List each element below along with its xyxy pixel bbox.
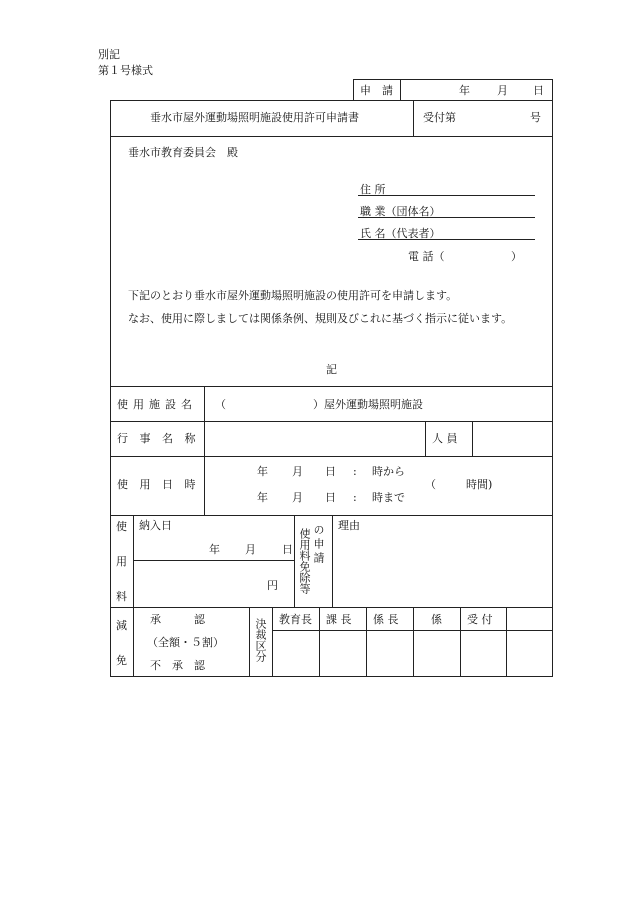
application-year: 年 [459, 84, 470, 97]
exemption-label-2: の申請 [312, 524, 325, 566]
reject-label: 不 承 認 [150, 659, 205, 672]
name-line [358, 239, 535, 240]
exemption-label-1: 使用料免除等 [298, 528, 311, 594]
from-year: 年 [257, 465, 268, 478]
to-colon: : [353, 491, 357, 504]
approve-detail: （全額・５割） [147, 636, 224, 649]
facility-label: 使用施設名 [117, 398, 197, 411]
paid-month: 月 [245, 543, 256, 556]
phone-label: 電 話（ [408, 250, 445, 263]
name-label: 氏 名（代表者） [360, 227, 441, 240]
col-subsection-chief: 係 長 [373, 613, 399, 626]
paid-year: 年 [209, 543, 220, 556]
ki-label: 記 [326, 363, 337, 376]
reduction-label-2: 免 [116, 654, 127, 667]
col-section-chief: 課 長 [326, 613, 352, 626]
facility-open: （ [215, 398, 226, 411]
occupation-label: 職 業（団体名） [360, 205, 441, 218]
facility-value: ）屋外運動場照明施設 [313, 398, 423, 411]
fee-label-2: 用 [116, 555, 127, 568]
occupation-line [358, 217, 535, 218]
paid-day: 日 [282, 543, 293, 556]
betsuki-label: 別記 [98, 48, 120, 61]
to-month: 月 [292, 491, 303, 504]
address-line [358, 195, 535, 196]
to-time: 時まで [372, 491, 405, 504]
reason-label: 理由 [338, 519, 360, 532]
address-label: 住 所 [360, 183, 386, 196]
receipt-suffix: 号 [530, 111, 541, 124]
from-colon: : [353, 465, 357, 478]
col-superintendent: 教育長 [279, 613, 312, 626]
fee-label-3: 料 [116, 590, 127, 603]
reduction-label-1: 減 [116, 619, 127, 632]
phone-close: ） [511, 250, 522, 263]
event-label: 行 事 名 称 [117, 432, 200, 445]
hours-label: 時間) [466, 478, 493, 491]
from-day: 日 [325, 465, 336, 478]
col-reception: 受 付 [467, 613, 493, 626]
form-title: 垂水市屋外運動場照明施設使用許可申請書 [150, 111, 359, 124]
to-day: 日 [325, 491, 336, 504]
application-month: 月 [497, 84, 508, 97]
dates-label: 使 用 日 時 [117, 478, 200, 491]
paid-date-label: 納入日 [139, 519, 172, 532]
form-number-label: 第１号様式 [98, 64, 153, 77]
from-month: 月 [292, 465, 303, 478]
receipt-label: 受付第 [423, 111, 456, 124]
application-day: 日 [533, 84, 544, 97]
fee-label-1: 使 [116, 520, 127, 533]
hours-open: （ [425, 478, 436, 491]
addressee: 垂水市教育委員会 殿 [128, 146, 238, 159]
col-staff: 係 [431, 613, 442, 626]
from-time: 時から [372, 465, 405, 478]
body-line-2: なお、使用に際しましては関係条例、規則及びこれに基づく指示に従います。 [128, 312, 513, 325]
to-year: 年 [257, 491, 268, 504]
yen-label: 円 [267, 579, 278, 592]
body-line-1: 下記のとおり垂水市屋外運動場照明施設の使用許可を申請します。 [128, 289, 458, 302]
application-label: 申 請 [360, 84, 393, 97]
persons-label: 人 員 [432, 432, 458, 445]
approve-label: 承 認 [150, 613, 205, 626]
decision-label: 決裁区分 [254, 618, 267, 662]
